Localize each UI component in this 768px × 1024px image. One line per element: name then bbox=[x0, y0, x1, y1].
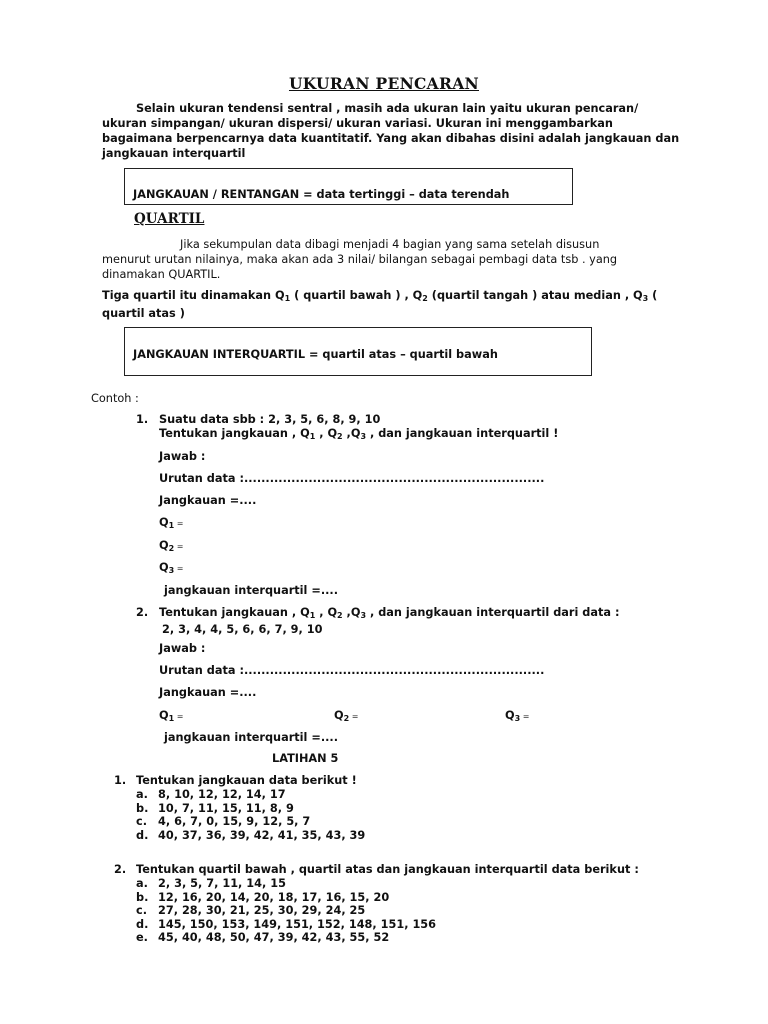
interquartile-formula-box bbox=[124, 327, 592, 376]
example-2-urutan: Urutan data :...................................................................... bbox=[159, 664, 545, 677]
example-1-prompt: Suatu data sbb : 2, 3, 5, 6, 8, 9, 10 Tentukan jangkauan , $Q_1$ , $Q_2$ $,Q_3$ , dan jangkauan interquartil ! bbox=[159, 413, 559, 441]
three-quartiles-line-2: quartil atas ) bbox=[102, 307, 185, 320]
range-formula-box bbox=[124, 168, 573, 205]
example-1-jangkauan: Jangkauan =.... bbox=[159, 494, 257, 507]
contoh-label: Contoh : bbox=[91, 392, 139, 405]
latihan-q2-item bbox=[136, 918, 436, 932]
latihan-q1-item bbox=[136, 788, 365, 802]
intro-line-3: bagaimana berpencarnya data kuantitatif. Yang akan dibahas disini adalah jangkauan dan bbox=[102, 132, 680, 145]
latihan-q2-item-label: a. bbox=[136, 877, 148, 890]
latihan-q2-item-text: 145, 150, 153, 149, 151, 152, 148, 151, 156 bbox=[158, 917, 437, 931]
latihan-q2-item bbox=[136, 877, 436, 891]
latihan-q2-item-label: c. bbox=[136, 904, 147, 917]
latihan-q2-item bbox=[136, 891, 436, 905]
example-2-jawab: Jawab : bbox=[159, 642, 206, 655]
latihan-q1-item-text: 4, 6, 7, 0, 15, 9, 12, 5, 7 bbox=[158, 815, 311, 828]
latihan-q1-item-label: c. bbox=[136, 815, 147, 828]
latihan-title: LATIHAN 5 bbox=[272, 752, 339, 765]
example-2-q3: $Q_3$ = bbox=[505, 709, 530, 723]
example-1-q1: $Q_1$ = bbox=[159, 516, 184, 530]
intro-line-4: jangkauan interquartil bbox=[102, 147, 246, 160]
latihan-1-number: 1. bbox=[114, 774, 127, 787]
latihan-q1-item bbox=[136, 802, 365, 816]
latihan-q1-item-text: 10, 7, 11, 15, 11, 8, 9 bbox=[158, 801, 294, 815]
latihan-q1-item-text: 8, 10, 12, 12, 14, 17 bbox=[158, 788, 286, 801]
example-1-jawab: Jawab : bbox=[159, 450, 206, 463]
latihan-q1-item-label: d. bbox=[136, 828, 149, 842]
latihan-q2-item-text: 2, 3, 5, 7, 11, 14, 15 bbox=[158, 877, 286, 890]
example-1-q2: $Q_2$ = bbox=[159, 539, 184, 553]
latihan-q2-item bbox=[136, 931, 436, 945]
example-2-jangkauan: Jangkauan =.... bbox=[159, 686, 257, 699]
example-2-prompt: Tentukan jangkauan , $Q_1$ , $Q_2$ $,Q_3$ , dan jangkauan interquartil dari data : 2, 3, 4, 4, 5, 6, 6, 7, 9, 10 bbox=[159, 606, 620, 636]
latihan-q1-item bbox=[136, 829, 365, 843]
quartil-line-1: Jika sekumpulan data dibagi menjadi 4 bagian yang sama setelah disusun bbox=[180, 238, 600, 251]
example-2-q2: $Q_2$ = bbox=[334, 709, 359, 723]
example-2-interquartile: jangkauan interquartil =.... bbox=[164, 731, 338, 744]
three-quartiles-paragraph: Tiga quartil itu dinamakan $Q_1$ ( quartil bawah ) , $Q_2$ (quartil tangah ) atau median , $Q_3$ ( quartil atas ) bbox=[102, 289, 658, 320]
example-1-interquartile: jangkauan interquartil =.... bbox=[164, 584, 338, 597]
latihan-q1-item bbox=[136, 815, 365, 829]
latihan-q1-item-label: b. bbox=[136, 801, 149, 815]
intro-line-2: ukuran simpangan/ ukuran dispersi/ ukuran variasi. Ukuran ini menggambarkan bbox=[102, 117, 613, 130]
intro-line-1: Selain ukuran tendensi sentral , masih ada ukuran lain yaitu ukuran pencaran/ bbox=[136, 102, 639, 115]
latihan-q1-item-text: 40, 37, 36, 39, 42, 41, 35, 43, 39 bbox=[158, 828, 366, 842]
interquartile-formula-text: JANGKAUAN INTERQUARTIL = quartil atas – quartil bawah bbox=[133, 348, 498, 361]
page-title: UKURAN PENCARAN bbox=[288, 74, 479, 93]
latihan-q1-item-label: a. bbox=[136, 788, 148, 801]
latihan-2-list bbox=[136, 877, 436, 945]
latihan-q2-item-text: 27, 28, 30, 21, 25, 30, 29, 24, 25 bbox=[158, 904, 366, 917]
latihan-q2-item-label: d. bbox=[136, 917, 149, 931]
example-2-number: 2. bbox=[136, 606, 149, 619]
latihan-q2-item bbox=[136, 904, 436, 918]
latihan-2-prompt: Tentukan quartil bawah , quartil atas dan jangkauan interquartil data berikut : bbox=[136, 863, 639, 876]
example-1-number: 1. bbox=[136, 413, 149, 426]
range-formula-text: JANGKAUAN / RENTANGAN = data tertinggi – data terendah bbox=[133, 188, 510, 201]
latihan-1-list bbox=[136, 788, 365, 842]
intro-paragraph bbox=[102, 101, 682, 161]
latihan-q2-item-text: 12, 16, 20, 14, 20, 18, 17, 16, 15, 20 bbox=[158, 890, 390, 904]
quartil-line-3: dinamakan QUARTIL. bbox=[102, 268, 221, 281]
latihan-2-number: 2. bbox=[114, 863, 127, 876]
example-1-q3: $Q_3$ = bbox=[159, 561, 184, 575]
latihan-q2-item-label: b. bbox=[136, 890, 149, 904]
latihan-1-prompt: Tentukan jangkauan data berikut ! bbox=[136, 774, 357, 787]
quartil-heading: QUARTIL bbox=[134, 211, 205, 227]
quartil-paragraph bbox=[102, 237, 617, 282]
example-2-q1: $Q_1$ = bbox=[159, 709, 184, 723]
example-1-urutan: Urutan data :...................................................................... bbox=[159, 472, 545, 485]
quartil-line-2: menurut urutan nilainya, maka akan ada 3 nilai/ bilangan sebagai pembagi data tsb . yang bbox=[102, 253, 618, 266]
latihan-q2-item-label: e. bbox=[136, 931, 148, 944]
latihan-q2-item-text: 45, 40, 48, 50, 47, 39, 42, 43, 55, 52 bbox=[158, 931, 390, 944]
